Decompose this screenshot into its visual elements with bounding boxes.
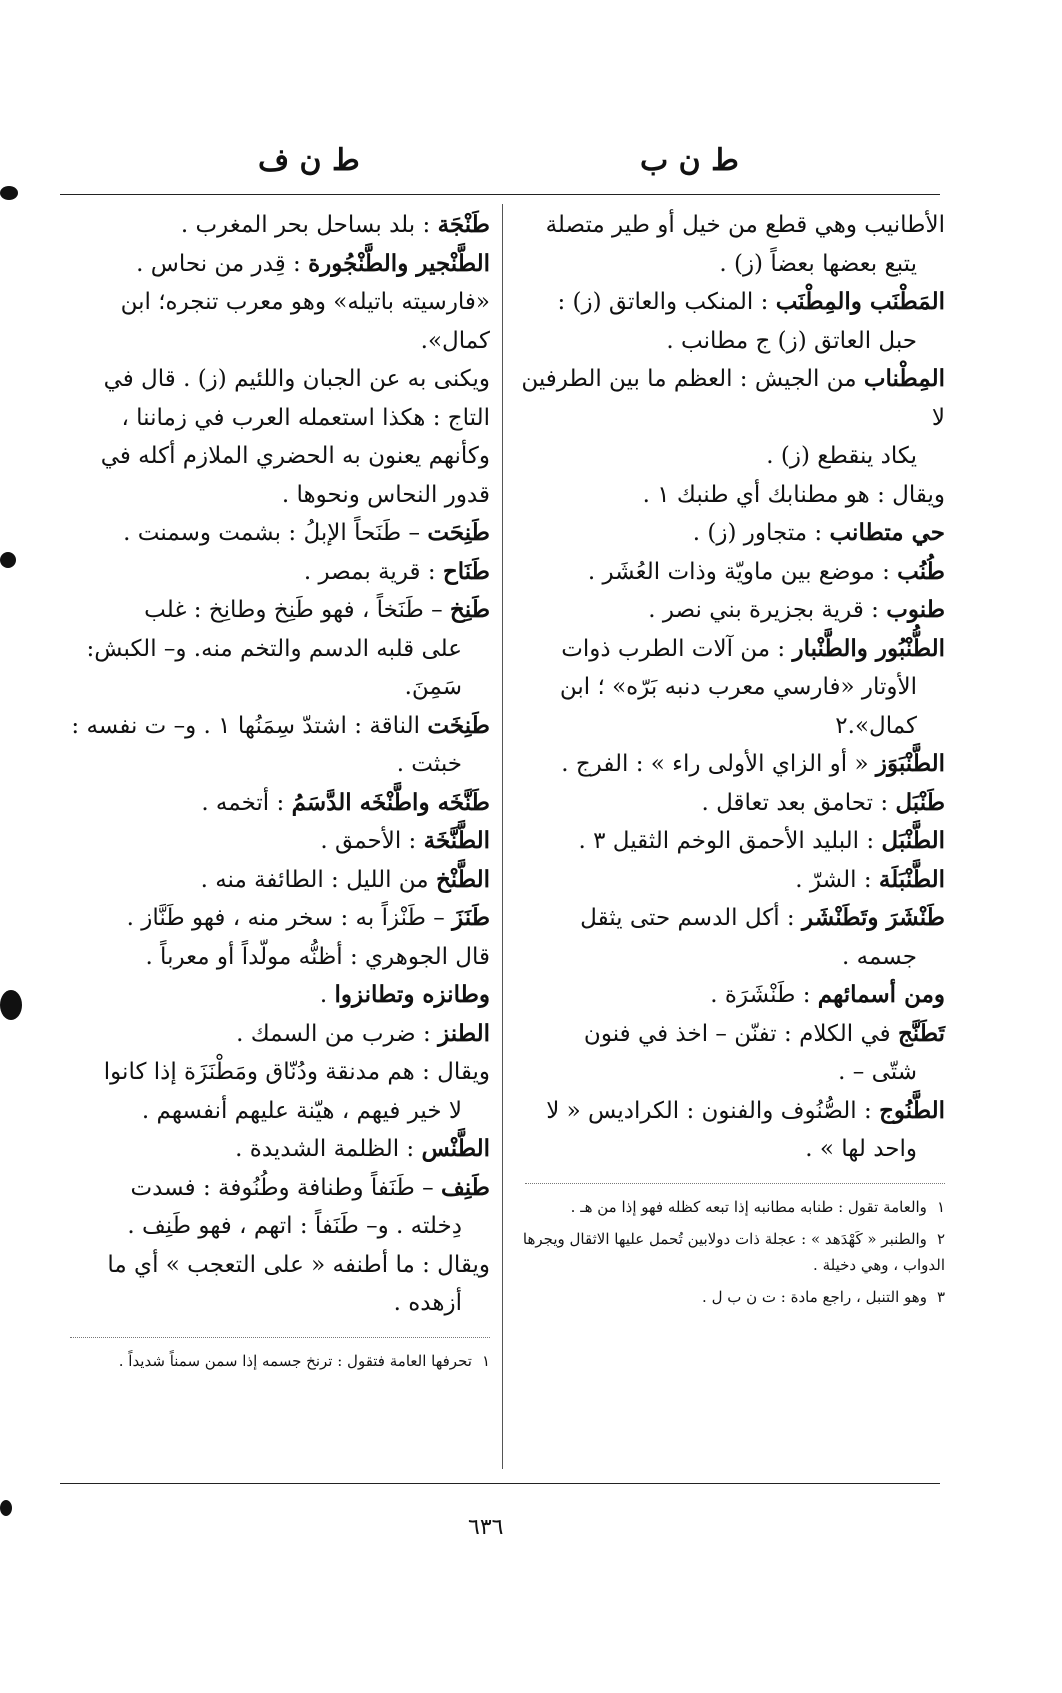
entry-line [515, 476, 945, 515]
entry-continuation: الأوتار «فارسي معرب دنبه بَرّه» ؛ ابن كمال».٢ [559, 674, 917, 739]
entry-line [60, 206, 490, 245]
left-footnotes [60, 1348, 490, 1374]
entry-definition: : بلد بساحل بحر المغرب . [180, 212, 438, 238]
entry-line [515, 553, 945, 592]
dictionary-entry [515, 283, 945, 360]
entry-line [515, 591, 945, 630]
entry-line [60, 591, 490, 630]
entry-line [60, 360, 490, 399]
entry-line [515, 784, 945, 823]
entry-definition: . [319, 982, 335, 1008]
entry-line [60, 1015, 490, 1054]
entry-continuation: خبثت . [396, 751, 462, 777]
entry-definition: : قِدر من نحاس . [136, 250, 309, 277]
entry-headword: الطَّنْبَوَز [875, 750, 945, 777]
entry-definition: قدور النحاس ونحوها . [281, 481, 490, 508]
entry-headword: الطَّنْخ [435, 865, 490, 893]
left-column [60, 206, 490, 1380]
dictionary-entry [60, 822, 490, 861]
entry-line [515, 1015, 945, 1054]
dictionary-entry [60, 1015, 490, 1054]
dictionary-entry [60, 1246, 490, 1323]
entry-definition: في الكلام : تفنّن – اخذ في فنون [583, 1020, 898, 1047]
dictionary-entry [515, 360, 945, 476]
entry-line [60, 476, 490, 515]
entry-definition: ويقال : هو مطنابك أي طنبك ١ . [642, 481, 945, 508]
entry-headword: الطَّنُوج [879, 1096, 945, 1124]
entry-continuation: دِخلته . و– طَنَفاً : اتهم ، فهو طَنِف . [127, 1213, 462, 1239]
dictionary-entry [515, 1092, 945, 1169]
left-footnote-rule [70, 1337, 490, 1338]
entry-line [515, 745, 945, 784]
entry-definition: – طَنَفاً وطنافة وطُنُوفة : فسدت [130, 1174, 441, 1201]
top-rule [60, 194, 940, 195]
entry-continuation: واحد لها » . [805, 1136, 917, 1162]
entry-headword: الطَّنْجير والطَّنْجُورة [308, 249, 490, 277]
dictionary-entry [515, 630, 945, 746]
entry-headword: الطُّنْبُور والطَّنْبار [792, 634, 945, 662]
entry-definition: ويكنى به عن الجبان واللئيم (ز) . قال في [103, 366, 490, 392]
dictionary-entry [515, 976, 945, 1015]
entry-line [60, 553, 490, 592]
entry-definition: : متجاور (ز) . [692, 520, 830, 546]
footnote-text: والعامة تقول : طنابه مطانبه إذا تبعه كظله فهو إذا من هـ . [570, 1197, 927, 1216]
entry-headword: المَطْنَب والمِطْنَب [775, 288, 945, 315]
entry-line [515, 861, 945, 900]
entry-line [60, 822, 490, 861]
footnote-text: والطنبر « كَهْدَهد » : عجلة ذات دولابين تُحمل عليها الاثقال ويجرها الدواب ، وهي دخيلة . [522, 1229, 945, 1274]
dictionary-entry [60, 1169, 490, 1246]
entry-headword: طَنِخَت [427, 711, 490, 739]
entry-continuation: حبل العاتق (ز) ج مطانب . [666, 327, 917, 354]
entry-headword: طنوب [886, 596, 945, 623]
entry-definition: : أكل الدسم حتى يثقل [580, 905, 802, 931]
entry-line [515, 899, 945, 938]
entry-headword: طَنَاح [442, 557, 490, 585]
binding-mark [0, 552, 16, 568]
dictionary-entry [60, 360, 490, 399]
binding-mark [0, 990, 22, 1020]
left-entries [60, 206, 490, 1323]
entry-headword: وطانزه وتطانزوا [334, 981, 490, 1008]
entry-line [515, 976, 945, 1015]
entry-headword: ومن أسمائهم [817, 981, 945, 1008]
dictionary-entry [60, 707, 490, 784]
entry-line [60, 976, 490, 1015]
entry-line [60, 938, 490, 977]
entry-definition: : موضع بين ماويّة وذات العُشَر . [587, 558, 898, 585]
entry-definition: من الليل : الطائفة منه . [200, 866, 436, 893]
footnote-number: ٣ [936, 1287, 945, 1306]
dictionary-entry [515, 476, 945, 515]
entry-continuation: يكاد ينقطع (ز) . [766, 443, 917, 469]
entry-line [60, 1246, 490, 1285]
entry-line [60, 784, 490, 823]
entry-line [515, 206, 945, 245]
entry-definition: ويقال : هم مدنقة ودُنّاق ومَطْنَزَة إذا كانوا [103, 1059, 490, 1085]
entry-definition: – طَنْزاً به : سخر منه ، فهو طَنَّاز . [126, 905, 453, 931]
dictionary-entry [60, 437, 490, 476]
entry-definition: : تحامق بعد تعاقل . [701, 789, 896, 816]
entry-continuation: يتبع بعضها بعضاً (ز) . [719, 250, 917, 277]
dictionary-entry [515, 514, 945, 553]
dictionary-entry [515, 553, 945, 592]
entry-definition: «فارسيته باتيله» وهو معرب تنجره؛ ابن كمال». [120, 289, 490, 354]
footnote-number: ١ [936, 1197, 945, 1216]
right-entries [515, 206, 945, 1169]
entry-definition: : الظلمة الشديدة . [235, 1136, 422, 1162]
dictionary-entry [60, 784, 490, 823]
entry-definition: – طَنَحاً الإبلُ : بشمت وسمنت . [123, 520, 428, 546]
entry-line [60, 1130, 490, 1169]
entry-headword: طَنْبَل [895, 788, 945, 816]
dictionary-entry [515, 899, 945, 976]
entry-headword: الطَّنْبَل [881, 827, 945, 854]
entry-definition: : البليد الأحمق الوخم الثقيل ٣ . [578, 828, 882, 854]
entry-definition: : الشرّ . [795, 866, 879, 893]
dictionary-entry [60, 399, 490, 438]
dictionary-entry [515, 861, 945, 900]
entry-definition: : الصُّنُوف والفنون : الكراديس « لا [546, 1097, 880, 1124]
dictionary-entry [60, 553, 490, 592]
entry-line [515, 514, 945, 553]
entry-definition: : الأحمق . [320, 828, 424, 854]
entry-definition: : أتخمه . [201, 789, 292, 816]
entry-definition: ويقال : ما أطنفه « على التعجب » أي ما [107, 1251, 490, 1278]
entry-headword: طَنَّخَه واطَّنْخَه الدَّسَمُ [291, 788, 490, 816]
entry-definition: : من آلات الطرب ذوات [561, 635, 793, 662]
entry-definition: الناقة : اشتدّ سِمَنُها ١ . و– ت نفسه : [71, 712, 428, 739]
entry-definition: : المنكب والعاتق (ز) : [557, 289, 776, 315]
page-number: ٦٣٦ [468, 1515, 504, 1540]
footnote [515, 1194, 945, 1220]
entry-definition: : قرية بمصر . [303, 558, 443, 585]
entry-line [60, 1053, 490, 1092]
dictionary-entry [60, 1130, 490, 1169]
entry-headword: طَنِحَت [427, 519, 490, 546]
entry-definition: وكأنهم يعنون به الحضري الملازم أكله في [100, 443, 490, 469]
entry-line [60, 283, 490, 360]
entry-line [60, 707, 490, 746]
entry-continuation: على قلبه الدسم والتخم منه. و– الكبش: سَمِنَ. [86, 635, 462, 700]
dictionary-entry [515, 591, 945, 630]
entry-continuation: جسمه . [842, 943, 917, 970]
footnote [515, 1226, 945, 1278]
header-left-root: ط ن ف [258, 143, 360, 178]
entry-definition: « أو الزاي الأولى راء » : الفرج . [561, 751, 876, 777]
dictionary-entry [60, 1053, 490, 1130]
dictionary-entry [60, 976, 490, 1015]
entry-definition: الأطانيب وهي قطع من خيل أو طير متصلة [545, 212, 945, 238]
entry-line [60, 245, 490, 284]
footnote [515, 1284, 945, 1310]
entry-line [60, 899, 490, 938]
entry-headword: الطَّنْس [421, 1135, 490, 1162]
dictionary-entry [60, 476, 490, 515]
dictionary-entry [60, 861, 490, 900]
dictionary-entry [515, 784, 945, 823]
right-footnote-rule [525, 1183, 945, 1184]
footnote-text: وهو التنبل ، راجع مادة : ت ن ب ل . [702, 1287, 927, 1306]
entry-line [60, 1169, 490, 1208]
entry-continuation: أزهده . [393, 1290, 462, 1316]
footnote [60, 1348, 490, 1374]
dictionary-entry [60, 899, 490, 938]
entry-headword: طَنْشَرَ وتَطَنْشَر [802, 904, 945, 931]
entry-line [515, 630, 945, 669]
entry-definition: من الجيش : العظم ما بين الطرفين لا [521, 366, 945, 431]
entry-definition: : طَنْشَرَة . [710, 982, 818, 1008]
entry-definition: التاج : هكذا استعمله العرب في زماننا ، [121, 404, 490, 431]
entry-headword: المِطْناب [863, 365, 945, 392]
entry-line [60, 437, 490, 476]
binding-mark [0, 186, 18, 200]
entry-headword: طُنُب [897, 557, 945, 585]
entry-line [60, 514, 490, 553]
footnote-text: تحرفها العامة فتقول : ترنخ جسمه إذا سمن سمناً شديداً . [118, 1351, 472, 1370]
dictionary-entry [60, 514, 490, 553]
entry-line [515, 283, 945, 322]
entry-line [60, 399, 490, 438]
entry-headword: الطنز [438, 1019, 490, 1047]
dictionary-entry [60, 938, 490, 977]
entry-headword: طَنِخ [449, 596, 490, 623]
dictionary-entry [515, 745, 945, 784]
entry-headword: حي متطانب [829, 519, 945, 546]
right-footnotes [515, 1194, 945, 1310]
entry-headword: الطَّنَّخَة [423, 827, 490, 854]
entry-definition: قال الجوهري : أظنُّه مولّداً أو معرباً . [145, 943, 490, 970]
dictionary-entry [515, 1015, 945, 1092]
footnote-number: ٢ [936, 1229, 945, 1248]
bottom-rule [60, 1483, 940, 1484]
dictionary-entry [60, 283, 490, 360]
entry-definition: – طَنَخاً ، فهو طَنِخ وطانِخ : غلب [144, 597, 450, 623]
entry-headword: طَنِف [440, 1173, 490, 1201]
right-column [515, 206, 945, 1316]
entry-line [60, 861, 490, 900]
dictionary-entry [60, 206, 490, 245]
column-divider [502, 204, 503, 1469]
dictionary-entry [60, 245, 490, 284]
dictionary-entry [60, 591, 490, 707]
entry-line [515, 1092, 945, 1131]
footnote-number: ١ [481, 1351, 490, 1370]
entry-definition: : قرية بجزيرة بني نصر . [648, 597, 887, 623]
entry-headword: طَنَزَ [452, 904, 490, 931]
entry-continuation: شتّى – . [838, 1059, 917, 1085]
dictionary-entry [515, 822, 945, 861]
dictionary-entry [515, 206, 945, 283]
binding-mark [0, 1500, 12, 1516]
entry-line [515, 360, 945, 437]
header-right-root: ط ن ب [640, 143, 739, 178]
entry-line [515, 822, 945, 861]
entry-headword: الطَّنْبَلَة [878, 865, 945, 893]
entry-headword: طَنْجَة [437, 211, 490, 238]
entry-definition: : ضرب من السمك . [236, 1020, 439, 1047]
entry-continuation: لا خير فيهم ، هيّنة عليهم أنفسهم . [141, 1097, 462, 1124]
entry-headword: تَطَنَّج [897, 1019, 945, 1047]
